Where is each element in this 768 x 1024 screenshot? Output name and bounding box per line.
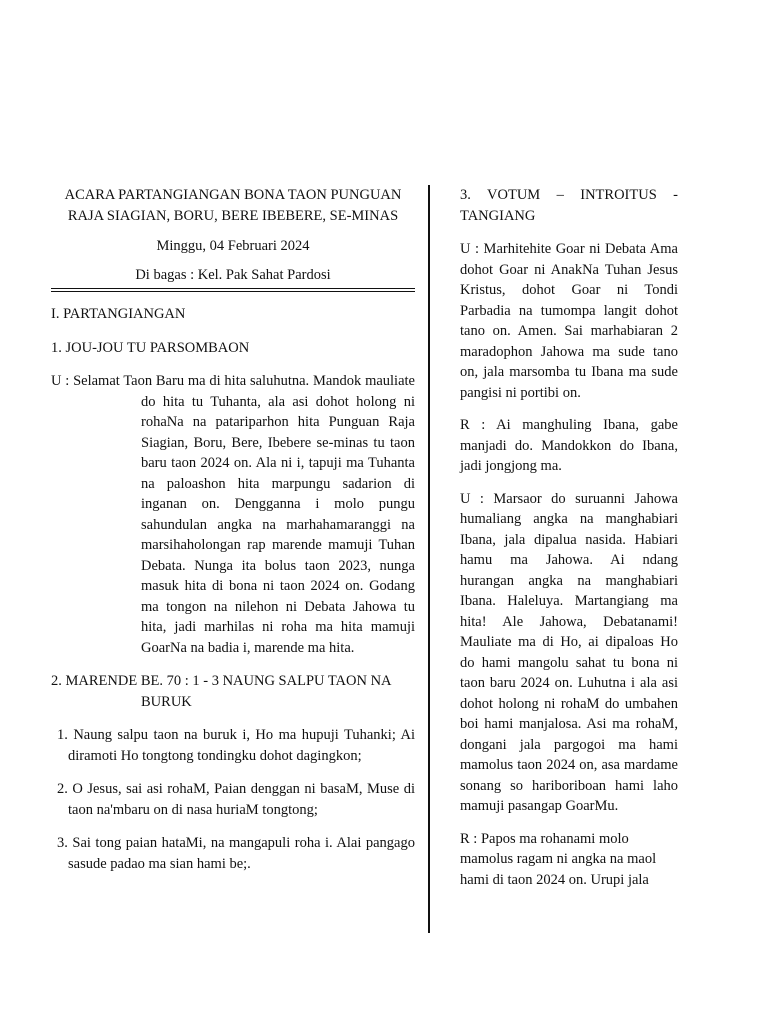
column-divider: [428, 185, 430, 933]
verse-item: 3. Sai tong paian hataMi, na mangapuli roha i. Alai pangago sasude padao ma sian hami be;.: [57, 835, 415, 872]
double-rule-divider: [51, 288, 415, 292]
liturgy-paragraph: R : Ai manghuling Ibana, gabe manjadi do. Mandokkon do Ibana, jadi jongjong ma.: [460, 417, 678, 474]
event-location: Di bagas : Kel. Pak Sahat Pardosi: [135, 266, 331, 283]
item3-heading: 3. VOTUM – INTROITUS - TANGIANG: [460, 187, 678, 224]
item2-heading: 2. MARENDE BE. 70 : 1 - 3 NAUNG SALPU TAON NA BURUK: [51, 673, 391, 710]
liturgy-paragraph: U : Marhitehite Goar ni Debata Ama dohot Goar ni AnakNa Tuhan Jesus Kristus, dohot Goar ni Tondi Parbadia na tumompa langit dohot tano on. Amen. Sai marhabiaran 2 maradophon Jahowa ma sude tano on, jala marsomba tu Ibana ma sude pangisi ni portibi on.: [460, 241, 678, 401]
verse-item: 2. O Jesus, sai asi rohaM, Paian denggan ni basaM, Muse di taon na'mbaru on di nasa huriaM tongtong;: [57, 781, 415, 818]
document-title: ACARA PARTANGIANGAN BONA TAON PUNGUAN RAJA SIAGIAN, BORU, BERE IBEBERE, SE-MINAS: [64, 187, 402, 224]
liturgy-paragraph: R : Papos ma rohanami molo mamolus ragam ni angka na maol hami di taon 2024 on. Urupi jala: [460, 830, 657, 888]
verse-item: 1. Naung salpu taon na buruk i, Ho ma hupuji Tuhanki; Ai diramoti Ho tongtong tondingku dohot dagingkon;: [57, 727, 415, 764]
liturgy-paragraph: U : Marsaor do suruanni Jahowa humaliang angka na manghabiari Ibana, jala dipalua nasida. Habiari hamu ma Jahowa. Ai ndang hurangan angka na manghabiari Ibana. Haleluya. Martangiang ma hita! Ale Jahowa, Debatanami! Mauliate ma di Ho, ai dipaloas Ho do hami mangolu sahat tu bona ni taon baru 2024 on. Luhutna i ala asi dohot holong ni rohaM do umbahen boi hami manjalosa. Asi ma rohaM, dongani jala pargogoi ma hami mamolus taon 2024 on, asa mardame sonang so hariboriboan hami laho mamuji pasangap GoarMu.: [460, 490, 678, 814]
section-heading: I. PARTANGIANGAN: [51, 306, 186, 322]
verse-list: [51, 725, 415, 874]
event-date: Minggu, 04 Februari 2024: [156, 238, 310, 254]
item1-heading: 1. JOU-JOU TU PARSOMBAON: [51, 339, 250, 356]
left-column: [51, 185, 415, 887]
item1-paragraph: U : Selamat Taon Baru ma di hita saluhutna. Mandok mauliate do hita tu Tuhanta, ala asi dohot holong ni rohaNa na patariparhon hita Punguan Raja Siagian, Boru, Bere, Ibebere se-minas tu taon baru taon 2024 on. Ala ni i, tapuji ma Tuhanta na paloashon hita marpungu sadarion di inganan on. Dengganna i molo pungu sahundulan angka na marhahamaranggi na marsihaholongan rap marende mamuji Tuhan Debata. Nunga ita bolus taon 2023, nunga masuk hita di bona ni taon 2024 on. Godang ma tongon na nilehon ni Debata Jahowa tu hita, jadi marhilas ni roha ma hita mamuji GoarNa na badia i, marende ma hita.: [51, 373, 415, 656]
right-column: [460, 185, 678, 902]
